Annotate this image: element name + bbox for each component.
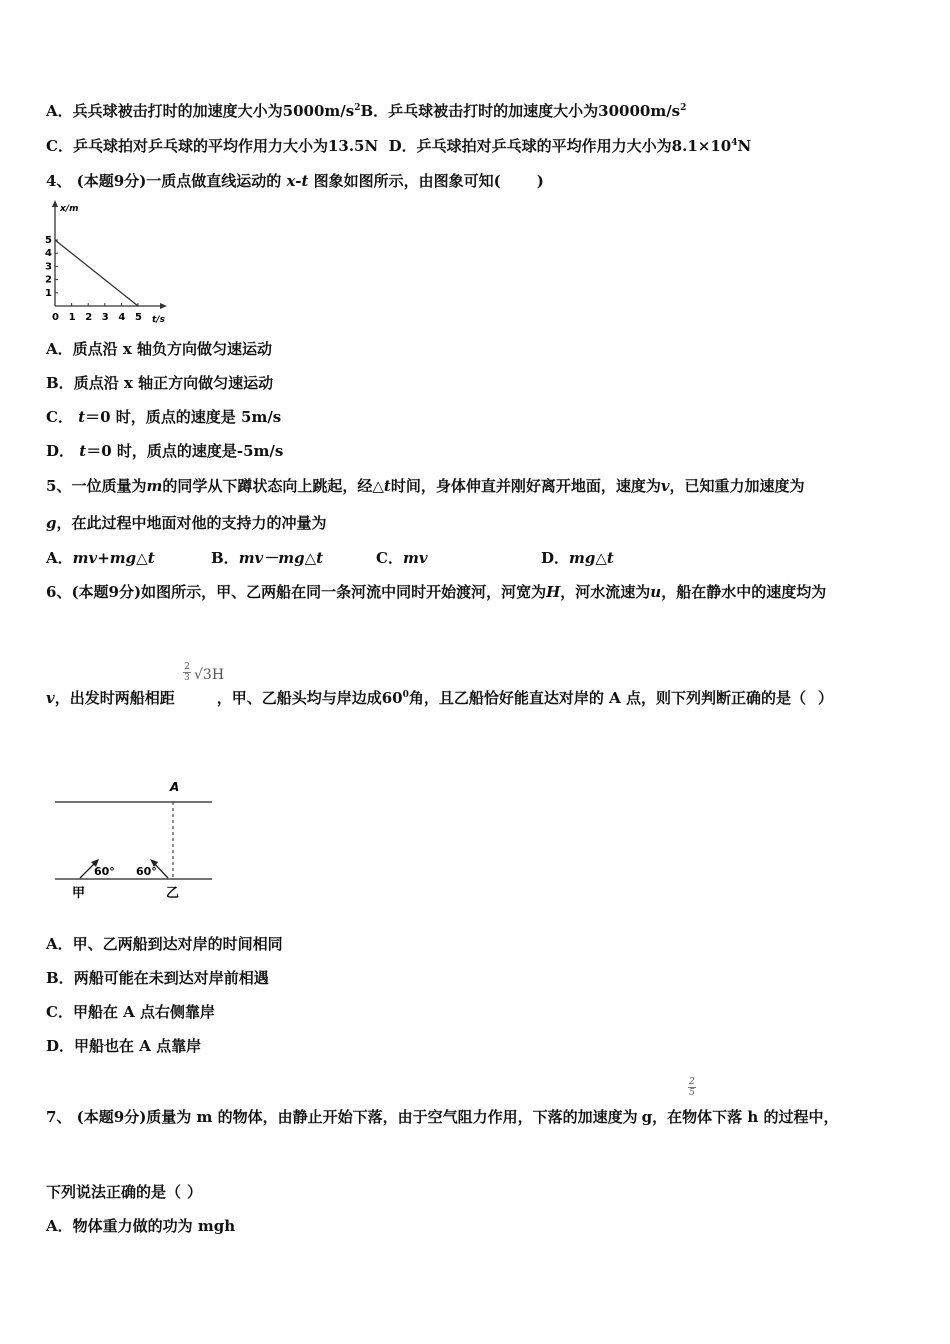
q4-option-b (46, 373, 273, 393)
q7-stem-line-1 (46, 1107, 838, 1127)
q5-text-d: ，已知重力加速度为 (669, 477, 805, 495)
q5-text-e: ，在此过程中地面对他的支持力的冲量为 (56, 514, 327, 532)
q3-option-d-text: 乒乓球拍对乒乓球的平均作用力大小为8.1×10 (416, 137, 732, 155)
x-axis-arrow (160, 303, 167, 309)
q4-option-a-text: 质点沿 x 轴负方向做匀速运动 (72, 340, 273, 358)
y-tick-label: 4 (45, 248, 52, 260)
q6-option-d-text: 甲船也在 A 点靠岸 (74, 1037, 202, 1055)
q5-option-a-text: mv+mg△t (72, 549, 155, 567)
q4-paren-close: ) (536, 172, 544, 190)
q4-option-d-label: D． (46, 442, 75, 460)
q3-option-b-sup: 2 (680, 103, 687, 113)
q5-stem-line-2 (46, 513, 327, 533)
q4-text-pre: (本题9分)一质点做直线运动的 (76, 172, 282, 190)
q6-option-a (46, 934, 283, 954)
q6-text-f: 角，且乙船恰好能直达对岸的 A 点，则下列判断正确的是（ (408, 689, 806, 707)
q5-text-c: 时间，身体伸直并刚好离开地面，速度为 (390, 477, 661, 495)
q6-option-a-text: 甲、乙两船到达对岸的时间相同 (72, 935, 283, 953)
q5-option-c (376, 548, 541, 568)
q7-fraction (688, 1077, 696, 1098)
q4-option-a-label: A． (46, 340, 73, 358)
q7-paren-close: ） (187, 1183, 203, 1201)
q5-option-d-label: D． (541, 549, 570, 567)
q4-option-c-label: C． (46, 408, 73, 426)
q6-sqrt-expr: √3H (194, 667, 225, 683)
data-line (55, 240, 138, 306)
q5-text-a: 一位质量为 (71, 477, 147, 495)
q4-option-c (46, 407, 281, 427)
q7-number: 7、 (46, 1108, 72, 1126)
q4-option-d (46, 441, 283, 461)
q3-option-d-unit: N (737, 137, 752, 155)
q6-option-c-label: C． (46, 1003, 73, 1021)
angle-jia-label: 60° (94, 865, 115, 878)
q6-paren-close: ） (817, 689, 833, 707)
q7-text-c: 下列说法正确的是（ (46, 1183, 182, 1201)
q6-frac-num: 2 (184, 662, 190, 672)
y-tick-label: 3 (45, 261, 52, 273)
q6-option-b (46, 968, 269, 988)
q7-option-a-label: A． (46, 1217, 73, 1235)
q7-frac-num: 2 (689, 1077, 695, 1087)
q6-option-c-text: 甲船在 A 点右侧靠岸 (72, 1003, 216, 1021)
q6-text-e: ，甲、乙船头均与岸边成60 (216, 689, 403, 707)
q5-option-c-label: C． (376, 549, 403, 567)
y-axis-label: x/m (60, 204, 79, 214)
q6-option-b-label: B． (46, 969, 74, 987)
x-tick-label: 4 (118, 312, 126, 323)
x-tick-label: 1 (68, 312, 76, 323)
q6-text-b: ，河水流速为 (560, 583, 651, 601)
q3-options-line-2 (46, 136, 751, 156)
q5-option-d-text: mg△t (569, 549, 614, 567)
q5-var-g: g (46, 514, 57, 532)
q4-stem (46, 171, 544, 191)
y-tick-label: 5 (45, 235, 52, 246)
q4-option-c-var: t (78, 408, 86, 426)
q5-option-a-label: A． (46, 549, 73, 567)
x-tick-label: 3 (101, 312, 109, 323)
q6-stem-line-1 (46, 582, 826, 602)
q6-text-d: ，出发时两船相距 (54, 689, 175, 707)
x-axis-label: t/s (152, 315, 165, 325)
q7-stem-line-2 (46, 1182, 202, 1202)
q6-number: 6、 (46, 583, 72, 601)
q5-option-b-text: mv－mg△t (238, 549, 324, 567)
q6-option-d (46, 1036, 201, 1056)
q6-option-c (46, 1002, 215, 1022)
q6-text-c: ，船在静水中的速度均为 (661, 583, 827, 601)
x-tick-label: 5 (135, 312, 142, 323)
q4-option-b-label: B． (46, 374, 74, 392)
point-a-label: A (170, 780, 180, 794)
q6-option-a-label: A． (46, 935, 73, 953)
q5-option-c-text: mv (402, 549, 428, 567)
q3-option-a-sup: 2 (354, 103, 361, 113)
x-t-graph (40, 198, 170, 328)
q5-options (46, 548, 614, 568)
q6-text-a: (本题9分)如图所示，甲、乙两船在同一条河流中同时开始渡河，河宽为 (71, 583, 547, 601)
q6-var-u: u (650, 583, 662, 601)
q6-option-d-label: D． (46, 1037, 75, 1055)
q7-frac-den: 5 (689, 1088, 695, 1098)
q7-option-a (46, 1216, 235, 1236)
boat-yi-label: 乙 (166, 886, 180, 901)
x-tick-label: 0 (52, 312, 59, 323)
y-axis-arrow (52, 200, 58, 207)
q3-option-a-label: A． (46, 102, 73, 120)
x-tick-label: 2 (85, 312, 93, 323)
q3-option-c-text: 乒乓球拍对乒乓球的平均作用力大小为13.5N (72, 137, 379, 155)
q4-var-xt: x-t (286, 172, 309, 190)
q6-fraction (183, 662, 191, 683)
q7-text-a: (本题9分)质量为 m 的物体，由静止开始下落，由于空气阻力作用，下落的加速度为 (76, 1108, 638, 1126)
q6-var-v: v (46, 689, 55, 707)
q3-option-c-label: C． (46, 137, 73, 155)
q5-option-b-label: B． (211, 549, 239, 567)
q4-text-post: 图象如图所示，由图象可知( (313, 172, 501, 190)
q4-number: 4、 (46, 172, 72, 190)
q4-option-d-var: t (79, 442, 87, 460)
q3-option-d-label: D． (388, 137, 417, 155)
q6-stem-line-2 (46, 688, 833, 708)
q4-option-a (46, 339, 272, 359)
q3-option-b-text: 乒乓球被击打时的加速度大小为30000m/s (388, 102, 681, 120)
q6-var-H: H (546, 583, 561, 601)
boat-jia-label: 甲 (72, 886, 86, 901)
q5-option-b (211, 548, 376, 568)
q5-var-t: t (383, 477, 391, 495)
q5-var-m: m (146, 477, 163, 495)
q3-option-b-label: B． (360, 102, 389, 120)
q6-frac-den: 3 (184, 673, 190, 683)
q4-option-b-text: 质点沿 x 轴正方向做匀速运动 (73, 374, 274, 392)
angle-yi-label: 60° (136, 865, 157, 878)
q5-option-a (46, 548, 211, 568)
q6-option-b-text: 两船可能在未到达对岸前相遇 (73, 969, 269, 987)
q5-option-d (541, 548, 614, 568)
q3-option-d-sup: 4 (731, 138, 738, 148)
q7-option-a-text: 物体重力做的功为 mgh (72, 1217, 236, 1235)
q7-text-b: g，在物体下落 h 的过程中， (641, 1108, 839, 1126)
q6-deg-sup: 0 (402, 690, 409, 700)
river-diagram (50, 775, 220, 905)
q4-option-d-text: ＝0 时，质点的速度是-5m/s (86, 442, 284, 460)
y-tick-label: 2 (45, 274, 52, 286)
q5-stem-line-1 (46, 476, 805, 496)
q5-number: 5、 (46, 477, 72, 495)
q3-option-a-text: 兵兵球被击打时的加速度大小为5000m/s (72, 102, 355, 120)
q3-options-line-1 (46, 101, 686, 121)
y-tick-label: 1 (45, 287, 52, 299)
q5-text-b: 的同学从下蹲状态向上跳起，经△ (162, 477, 384, 495)
q4-option-c-text: ＝0 时，质点的速度是 5m/s (85, 408, 282, 426)
q5-var-v: v (660, 477, 670, 495)
